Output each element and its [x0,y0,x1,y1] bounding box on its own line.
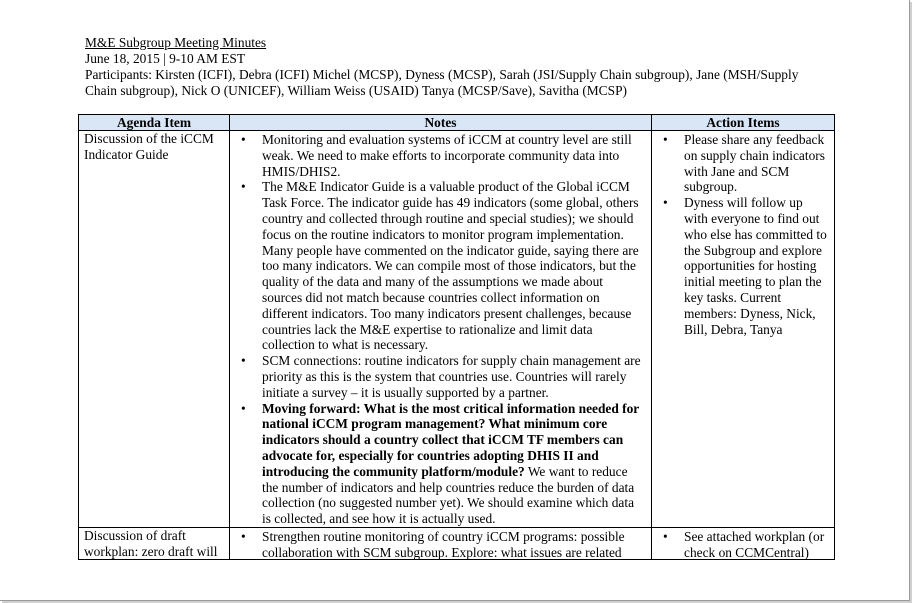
table-row [79,131,835,528]
agenda-text: Discussion of draft workplan: zero draft will [84,527,218,559]
minutes-table [78,114,835,560]
actions-clip [657,528,829,559]
action-text: Please share any feedback on supply chain indicators with Jane and SCM subgroup. [684,132,825,195]
action-text: See attached workplan (or check on CCMCentral) [684,528,825,559]
notes-list [235,132,646,527]
note-text: Monitoring and evaluation systems of iCCM at country level are still weak. We need to make efforts to incorporate community data into HMIS/DHIS2. [262,132,632,179]
actions-list [657,529,829,559]
bullet-icon: • [241,400,246,416]
note-text: SCM connections: routine indicators for supply chain management are priority as this is the system that countries use. Countries will rarely initiate a survey – it is usually supported by a partner. [262,353,641,400]
notes-cell [230,527,652,559]
list-item [241,353,646,400]
bullet-icon: • [241,528,246,544]
note-bold-text: Moving forward: What is the most critical information needed for national iCCM program management? What minimum core indicators should a country collect that iCCM TF members can advocate for, especially for countries adopting DHIS II and introducing the community platform/module? [262,400,639,479]
table-row [79,527,835,559]
column-header-notes: Notes [230,115,652,131]
agenda-cell: Discussion of the iCCM Indicator Guide [79,131,230,528]
actions-list [657,132,829,337]
meeting-date-time: June 18, 2015 | 9-10 AM EST [85,51,246,66]
actions-cell [652,527,835,559]
table-header-row [79,115,835,131]
list-item [663,528,829,559]
bullet-icon: • [663,132,668,147]
action-text: Dyness will follow up with everyone to find out who else has committed to the Subgroup and explore opportunities for hosting initial meeting to plan the key tasks. Current members: Dyness, Nick, Bill, Debra, Tanya [684,195,827,337]
list-item [663,132,829,195]
bullet-icon: • [663,195,668,211]
notes-list [235,529,646,559]
column-header-actions: Action Items [652,115,835,131]
list-item [663,195,829,337]
document-title: M&E Subgroup Meeting Minutes [85,35,267,50]
note-text: Strengthen routine monitoring of country iCCM programs: possible collaboration with SCM subgroup. Explore: what issues are related [262,528,625,559]
note-text: We want to reduce the number of indicators and help countries reduce the burden of data collection (no suggested number yet). We should examine which data is collected, and see how it is actually used. [262,463,635,527]
bullet-icon: • [241,353,246,369]
column-header-agenda: Agenda Item [79,115,230,131]
bullet-icon: • [663,528,668,544]
document-header [85,35,825,99]
agenda-cell [79,527,230,559]
list-item [241,528,646,559]
list-item [241,179,646,353]
actions-cell [652,131,835,528]
list-item [241,132,646,179]
participants-list: Participants: Kirsten (ICFI), Debra (ICFI) Michel (MCSP), Dyness (MCSP), Sarah (JSI/Supply Chain subgroup), Jane (MSH/Supply Chain subgroup), Nick O (UNICEF), William Weiss (USAID) Tanya (MCSP/Save), Savitha (MCSP) [85,67,799,98]
notes-cell [230,131,652,528]
notes-clip [235,528,646,559]
list-item [241,400,646,527]
bullet-icon: • [241,132,246,147]
note-text: The M&E Indicator Guide is a valuable product of the Global iCCM Task Force. The indicator guide has 49 indicators (some global, others country and collected through routine and special studies); we should focus on the routine indicators to monitor program implementation. Many people have commented on the indicator guide, saying there are too many indicators. We can compile most of those indicators, but the quality of the data and many of the assumptions we made about sources did not match because countries collect information on different indicators. Too many indicators present challenges, because countries lack the M&E expertise to rationalize and limit data collection to what is necessary. [262,179,639,353]
bullet-icon: • [241,179,246,195]
